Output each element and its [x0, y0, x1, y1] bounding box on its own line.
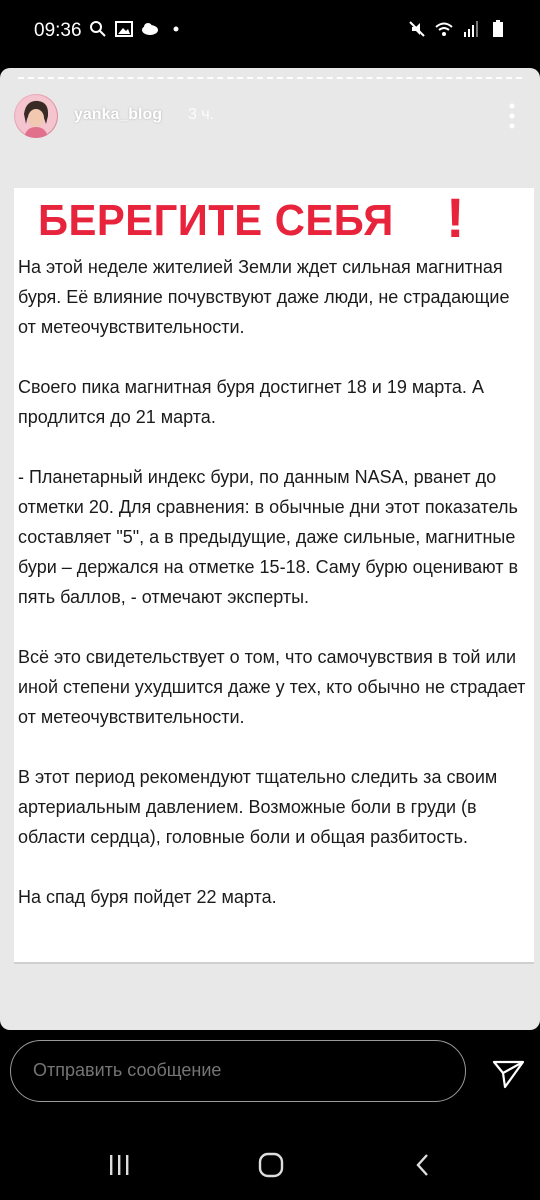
story-view[interactable] — [0, 68, 540, 1030]
status-time: 09:36 — [34, 20, 82, 41]
story-progress-bar — [18, 77, 522, 79]
send-icon[interactable] — [491, 1058, 527, 1090]
status-icons-left — [88, 19, 186, 39]
story-content-image — [14, 188, 534, 962]
cloud-icon — [140, 19, 160, 39]
dot-icon — [166, 19, 186, 39]
story-headline: БЕРЕГИТЕ СЕБЯ — [38, 196, 394, 245]
status-icons-right — [407, 19, 508, 39]
message-input[interactable] — [31, 1059, 435, 1082]
story-paragraph: Своего пика магнитная буря достигнет 18 и 19 марта. А продлится до 21 марта. — [18, 377, 484, 427]
search-icon — [88, 19, 108, 39]
story-paragraph: - Планетарный индекс бури, по данным NASA, рванет до отметки 20. Для сравнения: в обычные дни этот показатель составляет "5", а в предыдущие, даже сильные, магнитные бури – держался на отметке 15-18. Саму бурю оценивают в пять баллов, - отмечают эксперты. — [18, 467, 519, 607]
signal-icon — [461, 19, 481, 39]
story-paragraph: На спад буря пойдет 22 марта. — [18, 887, 277, 907]
story-paragraph: На этой неделе жителией Земли ждет сильная магнитная буря. Её влияние почувствуют даже люди, не страдающие от метеочувствительности. — [18, 257, 510, 337]
story-header — [14, 94, 534, 140]
more-options-icon[interactable] — [506, 98, 518, 134]
gallery-icon — [114, 19, 134, 39]
battery-icon — [488, 19, 508, 39]
post-time: 3 ч. — [188, 106, 215, 123]
story-body — [18, 252, 530, 912]
avatar[interactable] — [14, 94, 58, 138]
exclamation-icon: ! — [446, 186, 465, 249]
wifi-icon — [434, 19, 454, 39]
recent-apps-icon[interactable] — [104, 1150, 134, 1180]
story-paragraph: В этот период рекомендуют тщательно следить за своим артериальным давлением. Возможные боли в груди (в области сердца), головные боли и общая разбитость. — [18, 767, 498, 847]
story-paragraph: Всё это свидетельствует о том, что самочувствия в той или иной степени ухудшится даже у тех, кто обычно не страдает от метеочувствительности. — [18, 647, 526, 727]
home-icon[interactable] — [256, 1150, 286, 1180]
message-field[interactable] — [10, 1040, 466, 1102]
status-bar — [0, 0, 540, 64]
back-icon[interactable] — [408, 1150, 438, 1180]
author-username[interactable]: yanka_blog — [74, 106, 163, 123]
mute-icon — [407, 19, 427, 39]
